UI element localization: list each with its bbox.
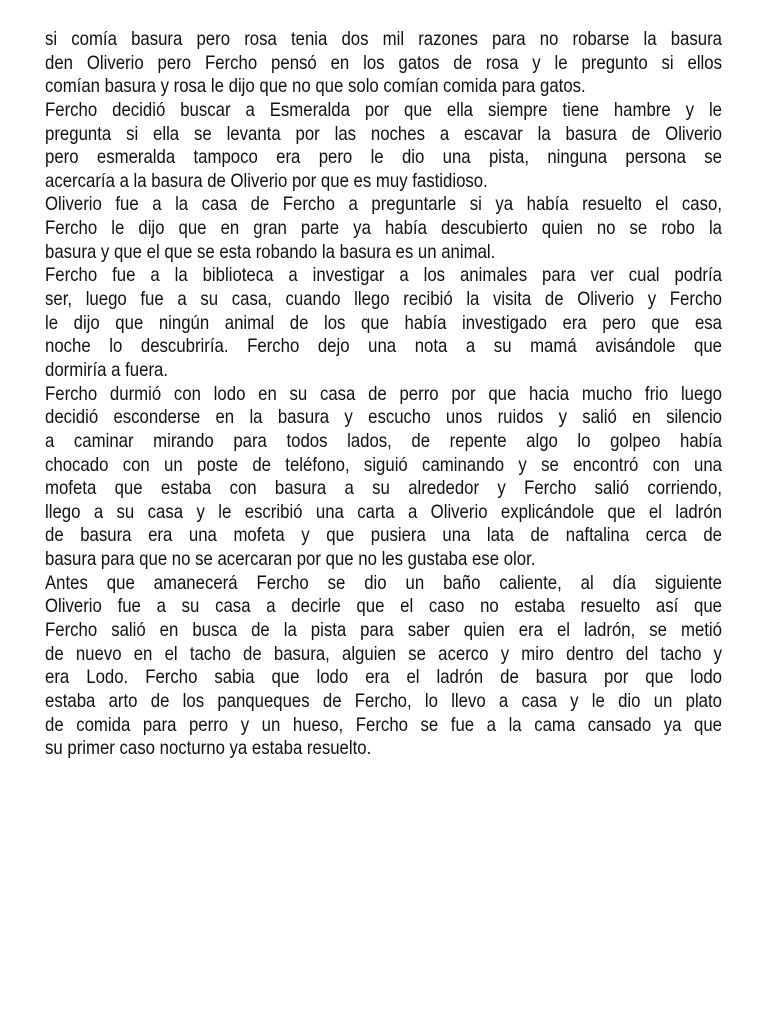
text-line: noche lo descubriría. Fercho dejo una nota a su mamá avisándole que	[45, 335, 723, 358]
paragraph-6	[45, 572, 722, 761]
text-line: den Oliverio pero Fercho pensó en los gatos de rosa y le pregunto si ellos	[45, 51, 722, 74]
text-line: basura y que el que se esta robando la basura es un animal.	[45, 240, 496, 263]
text-line: a caminar mirando para todos lados, de repente algo lo golpeo había	[45, 429, 722, 452]
text-line: si comía basura pero rosa tenia dos mil razones para no robarse la basura	[45, 28, 723, 50]
paragraph-1	[45, 28, 722, 99]
text-line: llego a su casa y le escribió una carta a Oliverio explicándole que el ladrón	[45, 500, 722, 523]
text-line: su primer caso nocturno ya estaba resuelto.	[45, 737, 372, 760]
text-line: decidió esconderse en la basura y escucho unos ruidos y salió en silencio	[45, 406, 723, 429]
text-line: Fercho decidió buscar a Esmeralda por que ella siempre tiene hambre y le	[45, 98, 722, 121]
text-line: le dijo que ningún animal de los que había investigado era pero que esa	[45, 311, 722, 334]
text-line: era Lodo. Fercho sabia que lodo era el ladrón de basura por que lodo	[45, 666, 722, 689]
text-line: comían basura y rosa le dijo que no que solo comían comida para gatos.	[45, 75, 586, 98]
paragraph-3	[45, 193, 722, 264]
text-line: Fercho salió en busca de la pista para saber quien era el ladrón, se metió	[45, 619, 722, 642]
text-line: estaba arto de los panqueques de Fercho, lo llevo a casa y le dio un plato	[45, 689, 722, 712]
text-line: ser, luego fue a su casa, cuando llego recibió la visita de Oliverio y Fercho	[45, 288, 722, 311]
text-line: Fercho fue a la biblioteca a investigar a los animales para ver cual podría	[45, 264, 723, 287]
text-line: Fercho durmió con lodo en su casa de perro por que hacia mucho frio luego	[45, 382, 722, 405]
text-line: de nuevo en el tacho de basura, alguien se acerco y miro dentro del tacho y	[45, 642, 722, 665]
text-line: Oliverio fue a la casa de Fercho a preguntarle si ya había resuelto el caso,	[45, 193, 723, 216]
text-line: de basura era una mofeta y que pusiera una lata de naftalina cerca de	[45, 524, 722, 547]
text-line: Antes que amanecerá Fercho se dio un baño caliente, al día siguiente	[45, 571, 722, 594]
paragraph-5	[45, 383, 722, 572]
paragraph-4	[45, 264, 722, 382]
text-line: acercaría a la basura de Oliverio por que es muy fastidioso.	[45, 169, 488, 192]
paragraph-2	[45, 99, 722, 194]
text-line: chocado con un poste de teléfono, siguió caminando y se encontró con una	[45, 453, 723, 476]
text-line: basura para que no se acercaran por que no les gustaba ese olor.	[45, 548, 536, 571]
text-line: dormiría a fuera.	[45, 358, 169, 381]
text-line: Oliverio fue a su casa a decirle que el caso no estaba resuelto así que	[45, 595, 722, 618]
text-line: de comida para perro y un hueso, Fercho se fue a la cama cansado ya que	[45, 713, 723, 736]
text-line: pregunta si ella se levanta por las noches a escavar la basura de Oliverio	[45, 122, 723, 145]
text-line: Fercho le dijo que en gran parte ya había descubierto quien no se robo la	[45, 217, 722, 240]
document-page	[45, 28, 722, 761]
text-line: pero esmeralda tampoco era pero le dio una pista, ninguna persona se	[45, 146, 723, 169]
text-line: mofeta que estaba con basura a su alrededor y Fercho salió corriendo,	[45, 477, 722, 500]
